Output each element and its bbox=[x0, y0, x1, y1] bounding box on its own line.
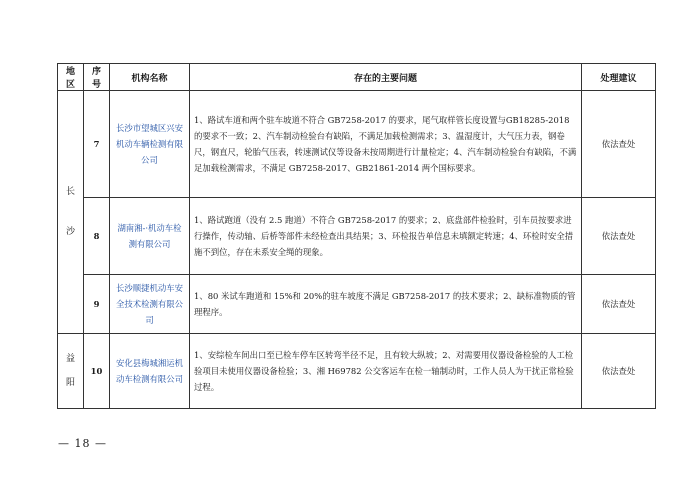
table-row bbox=[58, 198, 656, 275]
page-number: — 18 — bbox=[58, 437, 107, 450]
region-char: 长 bbox=[65, 187, 75, 197]
header-org: 机构名称 bbox=[110, 64, 190, 91]
table-row bbox=[58, 334, 656, 409]
org-name: 湖南湘-·机动车检测有限公司 bbox=[110, 198, 190, 275]
suggestion: 依法查处 bbox=[582, 275, 656, 334]
issue-text: 1、80 米试车跑道和 15%和 20%的驻车坡度不满足 GB7258-2017 的技术要求；2、缺标准物质的管理程序。 bbox=[190, 275, 582, 334]
row-number: 9 bbox=[84, 275, 110, 334]
region-char: 沙 bbox=[65, 227, 75, 237]
header-region: 地区 bbox=[58, 64, 84, 91]
org-name: 长沙市望城区兴安机动车辆检测有限公司 bbox=[110, 91, 190, 198]
table-row bbox=[58, 91, 656, 198]
org-name: 长沙顺捷机动车安全技术检测有限公司 bbox=[110, 275, 190, 334]
table-header-row bbox=[58, 64, 656, 91]
suggestion: 依法查处 bbox=[582, 91, 656, 198]
region-char: 益 bbox=[65, 354, 75, 364]
inspection-table bbox=[57, 63, 656, 409]
region-cell-yiyang bbox=[58, 334, 84, 409]
issue-text: 1、路试跑道（没有 2.5 跑道）不符合 GB7258-2017 的要求；2、底盘部件检验时，引车员按要求进行操作，传动轴、后桥等部件未经检查出具结果；3、环检报告单信息未填额定转速；4、环检时安全措施不到位，存在未系安全绳的现象。 bbox=[190, 198, 582, 275]
region-char: 阳 bbox=[65, 378, 75, 388]
issue-text: 1、路试车道和两个驻车坡道不符合 GB7258-2017 的要求，尾气取样管长度设置与GB18285-2018 的要求不一致；2、汽车制动检验台有缺陷，不满足加载检测需求；3、温湿度计，大气压力表，钢卷尺，钢直尺，轮胎气压表，转速测试仪等设备未按周期进行计量检定；4、汽车制动检验台有缺陷，不满足加载检测需求，不满足 GB7258-2017、GB21861-2014 两个国标要求。 bbox=[190, 91, 582, 198]
suggestion: 依法查处 bbox=[582, 198, 656, 275]
header-no: 序号 bbox=[84, 64, 110, 91]
row-number: 7 bbox=[84, 91, 110, 198]
row-number: 10 bbox=[84, 334, 110, 409]
suggestion: 依法查处 bbox=[582, 334, 656, 409]
region-cell-changsha bbox=[58, 91, 84, 334]
row-number: 8 bbox=[84, 198, 110, 275]
table-row bbox=[58, 275, 656, 334]
issue-text: 1、安综检车间出口至已检车停车区转弯半径不足，且有较大纵坡；2、对需要用仪器设备检验的人工检验项目未使用仪器设备检验；3、湘 H69782 公交客运车在检一轴制动时，工作人员人为干扰正常检验过程。 bbox=[190, 334, 582, 409]
header-issue: 存在的主要问题 bbox=[190, 64, 582, 91]
header-suggest: 处理建议 bbox=[582, 64, 656, 91]
org-name: 安化县梅城湘运机动车检测有限公司 bbox=[110, 334, 190, 409]
